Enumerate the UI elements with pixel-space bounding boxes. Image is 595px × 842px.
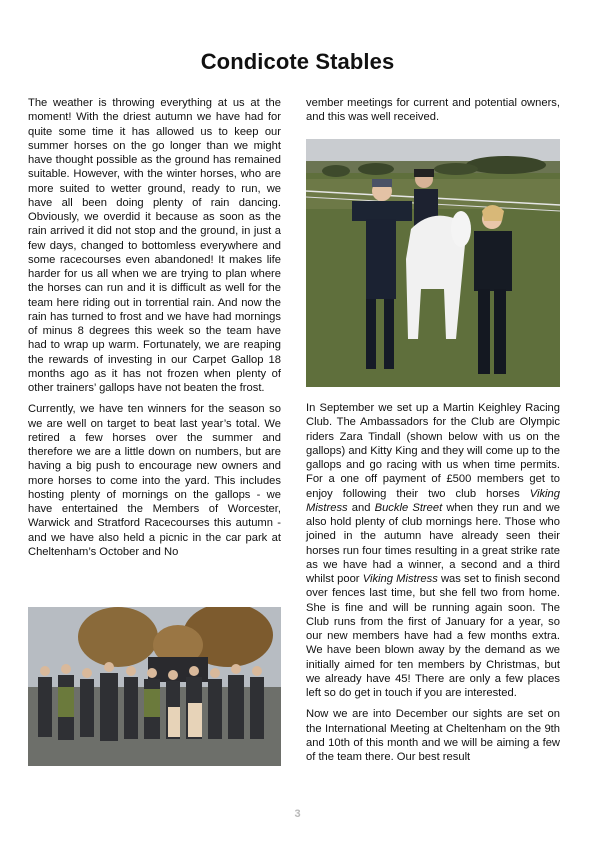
page-title: Condicote Stables	[200, 49, 395, 74]
photo-group-picnic	[28, 607, 281, 766]
paragraph-racing-club	[306, 401, 560, 700]
paragraph-december: Now we are into December our sights are set on the International Meeting at Cheltenham on the 9th and 10th of this month and we will be aiming a few of the team there. Our best result	[306, 708, 560, 763]
paragraph-continuation: vember meetings for current and potential owners, and this was well received.	[306, 97, 560, 124]
racing-club-text-1: In September we set up a Martin Keighley Racing Club. The Ambassadors for the Club are Olympic riders Zara Tindall (shown below with us on the gallops) and Kitty King and they will come up to the gallops and go racing with us when time permits. For a one off payment of £500 members get to enjoy following their two club horses	[306, 402, 560, 500]
horse-name-buckle-street: Buckle Street	[374, 501, 443, 514]
photo-gallops-pony	[306, 139, 560, 387]
page-number: 3	[294, 808, 301, 820]
horse-name-viking-mistress: Viking Mistress	[306, 487, 560, 514]
paragraph-weather: The weather is throwing everything at us at the moment! With the driest autumn we have had for quite some time it has allowed us to keep our summer horses on the go longer than we might have thought possible as the ground has remained suitable. However, with the winter horses, who are more suited to wetter ground, ready to run, we have all been doing plenty of rain dancing. Obviously, we overdid it because as soon as the rain arrived it did not stop and the ground, in just a few days, changed to bottomless everywhere and some racecourses even abandoned! It makes life harder for us all when we are trying to plan where the horses can run and it is difficult as well for the team here riding out in torrential rain. And now the rain has turned to frost and we have had mornings of minus 8 degrees this week so the team have had to wrap up warm. Fortunately, we are reaping the rewards of investing in our Carpet Gallop 18 months ago as it has not frozen when plenty of other trainers’ gallops have not beaten the frost.	[28, 97, 281, 394]
left-column	[28, 96, 281, 566]
and-word: and	[347, 501, 375, 514]
right-column-top	[306, 96, 560, 132]
racing-club-text-2: when they run and we also hold plenty of club mornings here. Those who joined in the autumn have already seen their horses run four times resulting in a great strike rate as we have had a winner, a second and a third whilst poor	[306, 501, 560, 585]
paragraph-winners: Currently, we have ten winners for the season so we are well on target to beat last year’s total. We retired a few horses over the summer and therefore we are a little down on numbers, but are having a big push to encourage new owners and more horses to come into the yard. This includes hosting plenty of mornings on the gallops - we have entertained the Members of Worcester, Warwick and Stratford Racecourses this autumn - and we have also held a picnic in the car park at Cheltenham’s October and No	[28, 403, 281, 558]
racing-club-text-3: was set to finish second over fences last time, but she fell two from home. She is fine and will be running again soon. The Club runs from the first of January for a year, so our new members have had a few months extra. We have been blown away by the demand as we initially aimed for ten members by Christmas, but we already have 45! There are only a few places left so do get in touch if you are interested.	[306, 573, 560, 699]
horse-name-viking-mistress-2: Viking Mistress	[362, 573, 438, 585]
right-column-bottom	[306, 401, 560, 771]
